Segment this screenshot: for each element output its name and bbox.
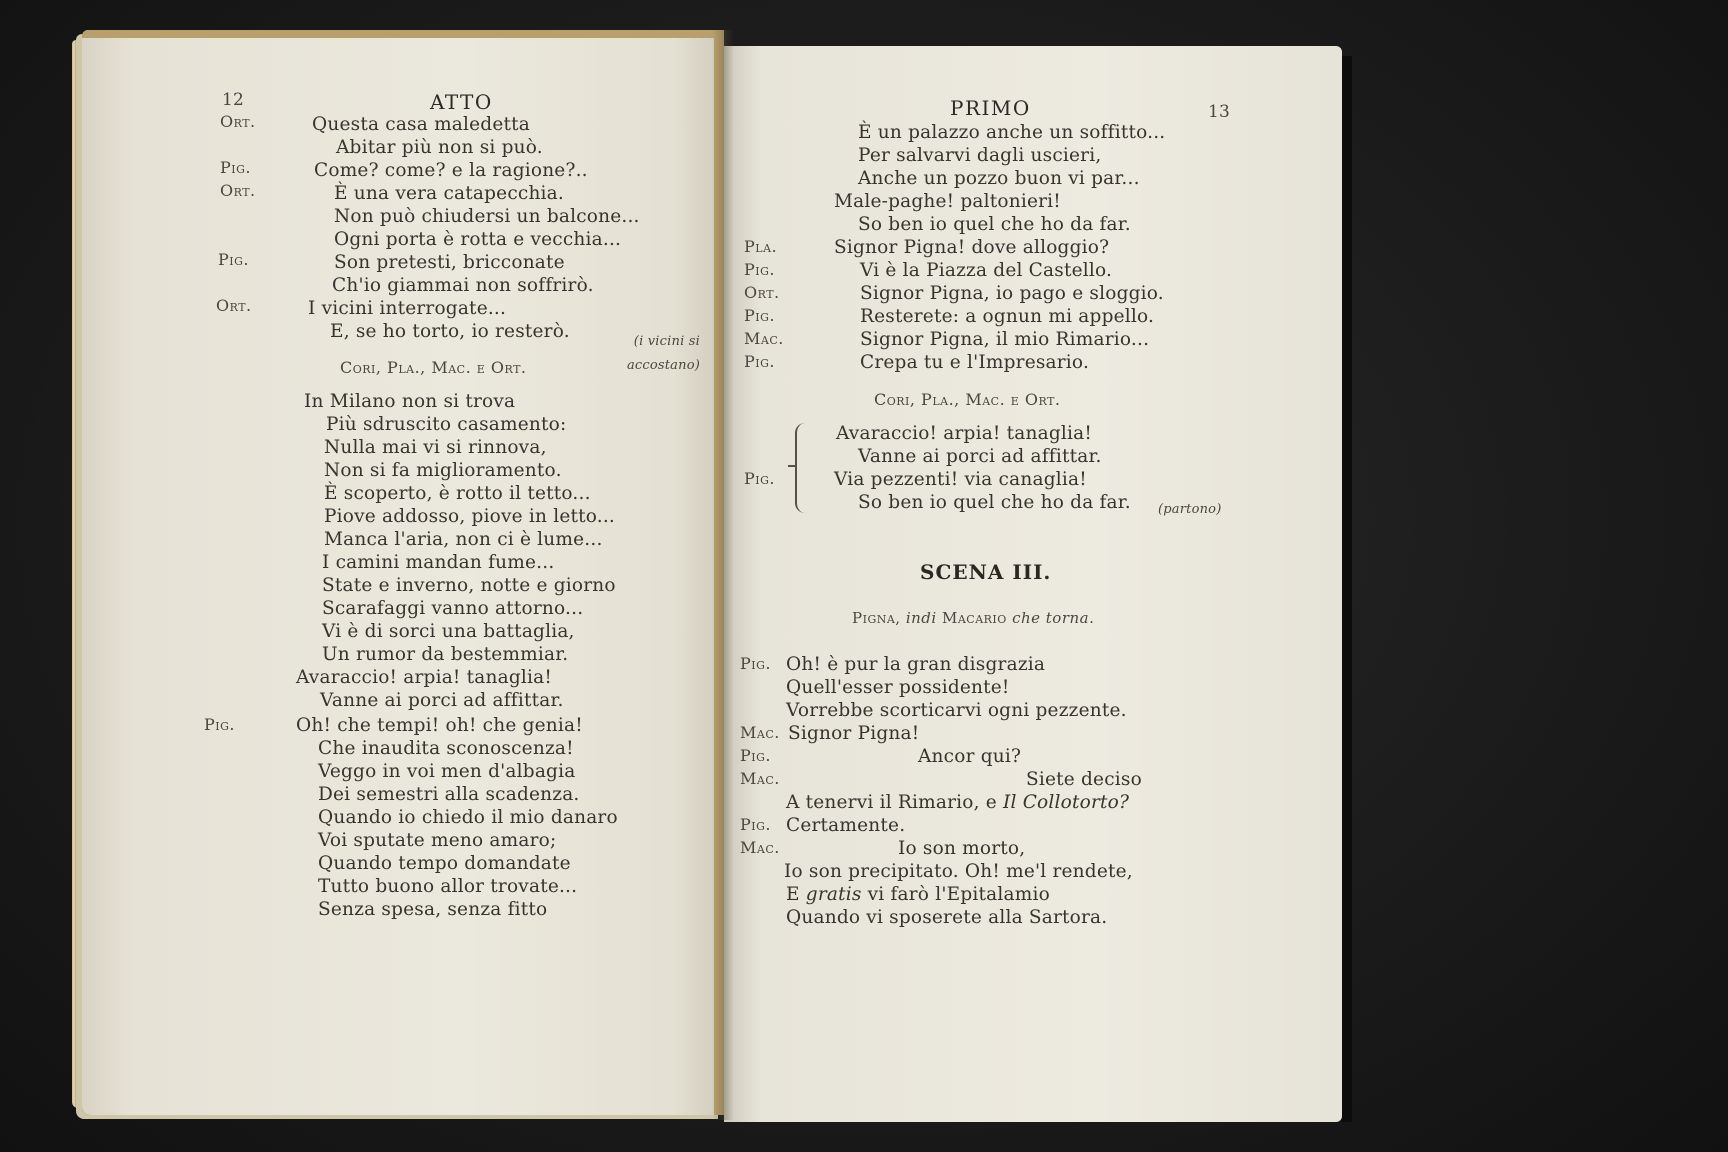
- stage-direction: (partono): [1158, 502, 1222, 517]
- verse-line: So ben io quel che ho da far.: [858, 214, 1131, 235]
- verse-line: Voi sputate meno amaro;: [318, 830, 557, 851]
- verse-line: Signor Pigna, io pago e sloggio.: [860, 283, 1164, 304]
- verse-line: E gratis vi farò l'Epitalamio: [786, 884, 1050, 905]
- speaker-label: Ort.: [216, 296, 252, 315]
- verse-line: Un rumor da bestemmiar.: [322, 644, 569, 665]
- verse-line: Manca l'aria, non ci è lume...: [324, 529, 603, 550]
- verse-line: Signor Pigna, il mio Rimario...: [860, 329, 1150, 350]
- verse-line: Dei semestri alla scadenza.: [318, 784, 580, 805]
- verse-line: Certamente.: [786, 815, 906, 836]
- verse-line: Quando vi sposerete alla Sartora.: [786, 907, 1108, 928]
- verse-line: Vanne ai porci ad affittar.: [858, 446, 1102, 467]
- verse-line: Ogni porta è rotta e vecchia...: [334, 229, 622, 250]
- speaker-label: Pig.: [744, 352, 775, 371]
- verse-line: I vicini interrogate...: [308, 298, 507, 319]
- verse-line: Crepa tu e l'Impresario.: [860, 352, 1090, 373]
- speaker-label: Mac.: [744, 329, 784, 348]
- verse-line: Più sdruscito casamento:: [326, 414, 567, 435]
- verse-line: È scoperto, è rotto il tetto...: [324, 483, 591, 504]
- verse-line: A tenervi il Rimario, e Il Collotorto?: [786, 792, 1130, 813]
- verse-line: Oh! è pur la gran disgrazia: [786, 654, 1046, 675]
- speaker-label: Ort.: [744, 283, 780, 302]
- verse-line: Anche un pozzo buon vi par...: [858, 168, 1140, 189]
- speaker-label: Mac.: [740, 769, 780, 788]
- chorus-heading: Cori, Pla., Mac. e Ort.: [874, 390, 1061, 409]
- verse-line: Come? come? e la ragione?..: [314, 160, 588, 181]
- verse-line: Veggo in voi men d'albagia: [318, 761, 576, 782]
- verse-line: E, se ho torto, io resterò.: [330, 321, 570, 342]
- verse-line: Io son morto,: [898, 838, 1026, 859]
- verse-line: Che inaudita sconoscenza!: [318, 738, 574, 759]
- verse-line: Via pezzenti! via canaglia!: [834, 469, 1087, 490]
- verse-line: Male-paghe! paltonieri!: [834, 191, 1061, 212]
- verse-line: Oh! che tempi! oh! che genia!: [296, 715, 583, 736]
- speaker-label: Pig.: [744, 260, 775, 279]
- speaker-label: Pig.: [204, 715, 235, 734]
- verse-line: Quando tempo domandate: [318, 853, 571, 874]
- chorus-heading: Cori, Pla., Mac. e Ort.: [340, 358, 527, 377]
- verse-line: Abitar più non si può.: [336, 137, 543, 158]
- verse-line: Tutto buono allor trovate...: [318, 876, 578, 897]
- speaker-label: Mac.: [740, 838, 780, 857]
- speaker-label: Pig.: [740, 654, 771, 673]
- verse-line: Vanne ai porci ad affittar.: [320, 690, 564, 711]
- verse-line: Resterete: a ognun mi appello.: [860, 306, 1155, 327]
- verse-line: Vi è di sorci una battaglia,: [322, 621, 575, 642]
- verse-line: I camini mandan fume...: [322, 552, 555, 573]
- verse-line: Io son precipitato. Oh! me'l rendete,: [784, 861, 1133, 882]
- verse-line: Son pretesti, bricconate: [334, 252, 565, 273]
- verse-line: Avaraccio! arpia! tanaglia!: [836, 423, 1092, 444]
- scene-title: SCENA III.: [920, 560, 1052, 584]
- verse-line: Scarafaggi vanno attorno...: [322, 598, 584, 619]
- verse-line: State e inverno, notte e giorno: [322, 575, 616, 596]
- speaker-label: Pig.: [220, 158, 251, 177]
- verse-line: È un palazzo anche un soffitto...: [858, 122, 1166, 143]
- verse-brace: [795, 423, 809, 513]
- stage-direction: (i vicini si accostano): [626, 334, 700, 373]
- verse-line: Signor Pigna! dove alloggio?: [834, 237, 1110, 258]
- speaker-label: Pig.: [744, 306, 775, 325]
- verse-line: Signor Pigna!: [788, 723, 920, 744]
- verse-line: Vi è la Piazza del Castello.: [860, 260, 1113, 281]
- verse-line: Senza spesa, senza fitto: [318, 899, 548, 920]
- verse-line: So ben io quel che ho da far.: [858, 492, 1131, 513]
- speaker-label: Ort.: [220, 112, 256, 131]
- verse-line: Non si fa miglioramento.: [324, 460, 562, 481]
- verse-line: Non può chiudersi un balcone...: [334, 206, 640, 227]
- verse-line: È una vera catapecchia.: [334, 183, 564, 204]
- verse-line: Vorrebbe scorticarvi ogni pezzente.: [786, 700, 1127, 721]
- verse-line: Quell'esser possidente!: [786, 677, 1010, 698]
- running-head-left: ATTO: [430, 90, 493, 114]
- page-number-right: 13: [1208, 102, 1231, 122]
- verse-line: Nulla mai vi si rinnova,: [324, 437, 547, 458]
- page-number-left: 12: [222, 90, 245, 110]
- speaker-label: Pig.: [218, 250, 249, 269]
- verse-line: Per salvarvi dagli uscieri,: [858, 145, 1102, 166]
- speaker-label: Pig.: [740, 746, 771, 765]
- running-head-right: PRIMO: [950, 96, 1031, 120]
- speaker-label: Mac.: [740, 723, 780, 742]
- verse-line: In Milano non si trova: [304, 391, 516, 412]
- verse-line: Siete deciso: [1026, 769, 1142, 790]
- verse-line: Avaraccio! arpia! tanaglia!: [296, 667, 552, 688]
- verse-line: Questa casa maledetta: [312, 114, 530, 135]
- speaker-label: Ort.: [220, 181, 256, 200]
- speaker-label: Pig.: [744, 469, 775, 488]
- book-spine: [712, 30, 734, 1120]
- verse-line: Piove addosso, piove in letto...: [324, 506, 615, 527]
- speaker-label: Pla.: [744, 237, 778, 256]
- verse-line: Quando io chiedo il mio danaro: [318, 807, 618, 828]
- page-shadow: [1342, 56, 1352, 1122]
- verse-line: Ch'io giammai non soffrirò.: [332, 275, 594, 296]
- speaker-label: Pig.: [740, 815, 771, 834]
- scene-cast: Pigna, indi Macario che torna.: [852, 609, 1095, 627]
- verse-line: Ancor qui?: [918, 746, 1022, 767]
